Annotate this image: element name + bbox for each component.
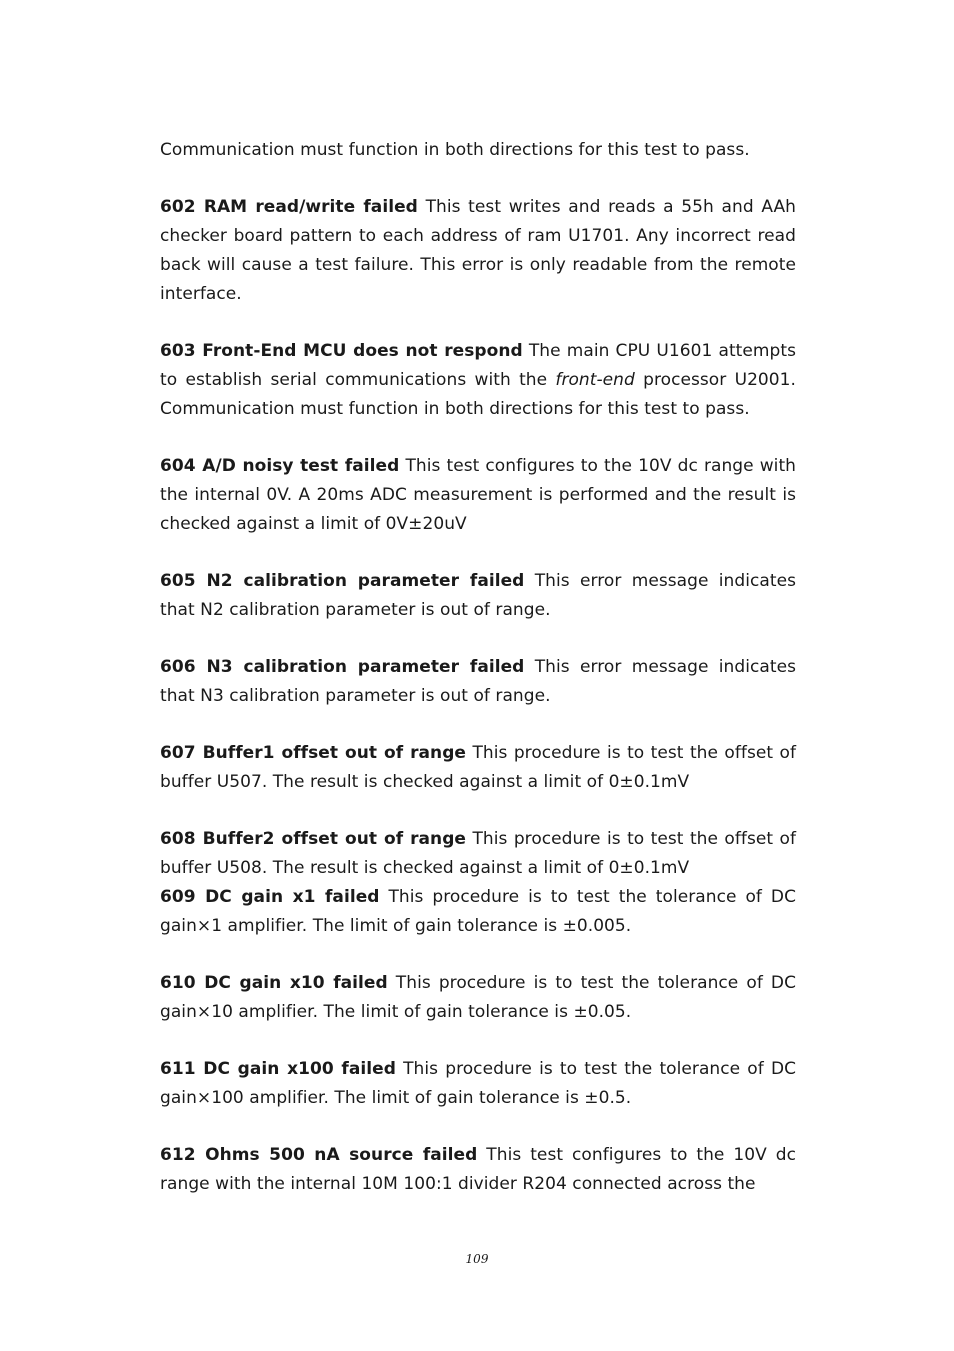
entry-heading: 612 Ohms 500 nA source failed [160,1145,478,1165]
entry-heading: 609 DC gain x1 failed [160,887,380,907]
intro-paragraph: Communication must function in both directions for this test to pass. [160,140,750,160]
document-body [160,136,796,1227]
entry-body: This procedure is to test the offset of buffer U507. The result is checked against a limit of 0±0.1mV [160,743,797,792]
entry-heading: 602 RAM read/write failed [160,197,418,217]
error-entry-606 [160,653,796,711]
error-entry-604 [160,452,796,539]
entry-body: This procedure is to test the offset of buffer U508. The result is checked against a limit of 0±0.1mV [160,829,797,878]
entry-body: This procedure is to test the tolerance of DC gain×10 amplifier. The limit of gain tolerance is ±0.05. [160,973,796,1022]
error-entry-612 [160,1141,796,1199]
entry-heading: 604 A/D noisy test failed [160,456,400,476]
entry-heading: 611 DC gain x100 failed [160,1059,396,1079]
error-entry-608 [160,825,796,883]
entry-body: This error message indicates that N3 calibration parameter is out of range. [160,657,796,706]
entry-heading: 603 Front-End MCU does not respond [160,341,523,361]
entry-body-continued: processor U2001. Communication must function in both directions for this test to pass. [160,370,796,419]
page-number: 109 [465,1252,489,1266]
error-entry-609 [160,883,796,941]
entry-heading: 607 Buffer1 offset out of range [160,743,467,763]
error-entry-611 [160,1055,796,1113]
entry-body: The main CPU U1601 attempts to establish serial communications with the [160,341,796,390]
entry-body: This test configures to the 10V dc range with the internal 0V. A 20ms ADC measurement is performed and the result is checked against a limit of 0V±20uV [160,456,796,534]
entry-heading: 606 N3 calibration parameter failed [160,657,525,677]
entry-body-emphasis: front-end [555,370,635,390]
error-entry-607 [160,739,796,797]
entry-body: This test configures to the 10V dc range with the internal 10M 100:1 divider R204 connected across the [160,1145,796,1194]
error-entry-602 [160,193,796,309]
entry-heading: 608 Buffer2 offset out of range [160,829,467,849]
entry-body: This procedure is to test the tolerance of DC gain×1 amplifier. The limit of gain tolerance is ±0.005. [160,887,796,936]
entry-body: This test writes and reads a 55h and AAh checker board pattern to each address of ram U1701. Any incorrect read back will cause a test failure. This error is only readable from the remote interface. [160,197,796,304]
error-entry-603 [160,337,796,424]
error-entry-610 [160,969,796,1027]
error-entry-605 [160,567,796,625]
entry-heading: 605 N2 calibration parameter failed [160,571,525,591]
entry-heading: 610 DC gain x10 failed [160,973,388,993]
entry-body: This procedure is to test the tolerance of DC gain×100 amplifier. The limit of gain tolerance is ±0.5. [160,1059,797,1108]
entry-body: This error message indicates that N2 calibration parameter is out of range. [160,571,796,620]
